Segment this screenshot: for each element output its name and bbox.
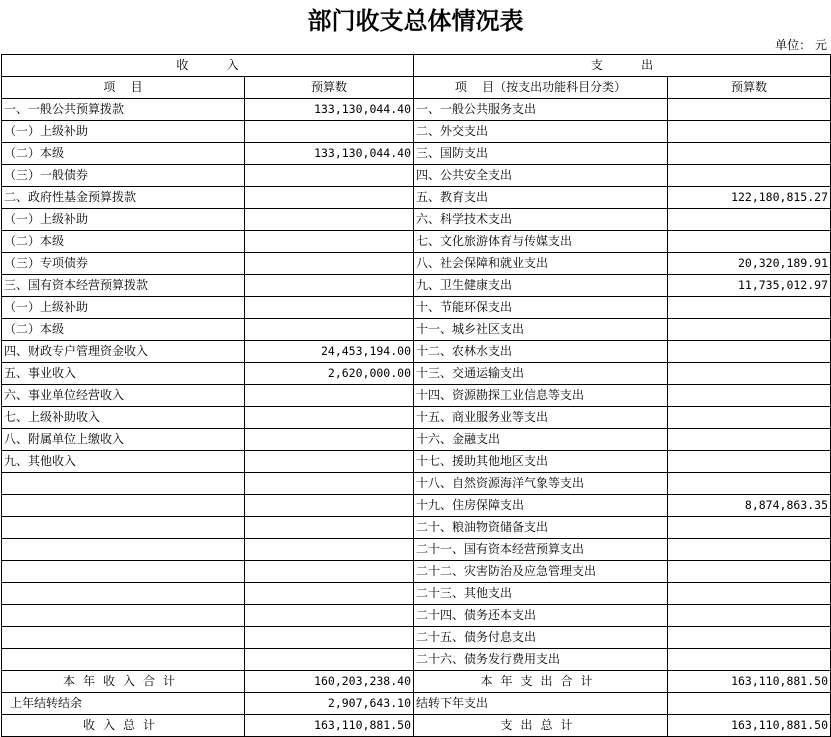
table-row: [2, 121, 831, 143]
carry-out-value: [668, 693, 831, 715]
income-item-cell: 三、国有资本经营预算拨款: [2, 275, 245, 297]
expense-item-cell: 十、节能环保支出: [414, 297, 668, 319]
expense-item-cell: 二十六、债务发行费用支出: [414, 649, 668, 671]
income-value-cell: 133,130,044.40: [245, 143, 414, 165]
income-item-header: 项 目: [2, 77, 245, 99]
expense-value-cell: [668, 121, 831, 143]
expense-item-cell: 二十二、灾害防治及应急管理支出: [414, 561, 668, 583]
income-item-cell: （二）本级: [2, 319, 245, 341]
expense-value-cell: [668, 649, 831, 671]
expense-value-cell: [668, 297, 831, 319]
page-title: 部门收支总体情况表: [307, 6, 524, 35]
expense-item-cell: 八、社会保障和就业支出: [414, 253, 668, 275]
year-income-total-label: 本年收入合计: [2, 671, 245, 693]
table-row: [2, 165, 831, 187]
income-item-cell: 二、政府性基金预算拨款: [2, 187, 245, 209]
expense-item-cell: 十四、资源勘探工业信息等支出: [414, 385, 668, 407]
income-item-cell: 五、事业收入: [2, 363, 245, 385]
expense-value-cell: [668, 429, 831, 451]
income-value-cell: [245, 253, 414, 275]
expense-item-cell: 二十四、债务还本支出: [414, 605, 668, 627]
expense-item-cell: 十一、城乡社区支出: [414, 319, 668, 341]
table-row: [2, 539, 831, 561]
income-value-cell: [245, 495, 414, 517]
income-item-cell: 八、附属单位上缴收入: [2, 429, 245, 451]
expense-value-cell: 8,874,863.35: [668, 495, 831, 517]
table-row: [2, 583, 831, 605]
expense-item-cell: 十七、援助其他地区支出: [414, 451, 668, 473]
expense-grand-total-value: 163,110,881.50: [668, 715, 831, 737]
income-value-cell: 2,620,000.00: [245, 363, 414, 385]
expense-item-cell: 二十、粮油物资储备支出: [414, 517, 668, 539]
expense-item-cell: 四、公共安全支出: [414, 165, 668, 187]
income-group-header: 收 入: [2, 55, 414, 77]
group-header-row: [2, 55, 831, 77]
income-item-cell: （二）本级: [2, 143, 245, 165]
expense-item-cell: 二十三、其他支出: [414, 583, 668, 605]
income-value-cell: [245, 583, 414, 605]
table-row: [2, 187, 831, 209]
budget-table: [1, 54, 831, 737]
table-row: [2, 99, 831, 121]
income-value-cell: [245, 407, 414, 429]
expense-value-cell: [668, 605, 831, 627]
income-value-cell: [245, 451, 414, 473]
expense-value-cell: [668, 407, 831, 429]
expense-value-cell: [668, 165, 831, 187]
income-value-cell: [245, 627, 414, 649]
carry-out-label: 结转下年支出: [414, 693, 668, 715]
expense-value-cell: [668, 517, 831, 539]
income-item-cell: [2, 517, 245, 539]
table-body: [2, 99, 831, 671]
expense-item-cell: 十三、交通运输支出: [414, 363, 668, 385]
expense-value-cell: 122,180,815.27: [668, 187, 831, 209]
expense-item-cell: 七、文化旅游体育与传媒支出: [414, 231, 668, 253]
expense-item-cell: 九、卫生健康支出: [414, 275, 668, 297]
expense-value-cell: [668, 451, 831, 473]
income-value-cell: [245, 165, 414, 187]
income-value-cell: 133,130,044.40: [245, 99, 414, 121]
income-item-cell: 七、上级补助收入: [2, 407, 245, 429]
carry-over-row: [2, 693, 831, 715]
income-value-cell: [245, 275, 414, 297]
income-value-cell: [245, 429, 414, 451]
expense-value-cell: [668, 209, 831, 231]
expense-item-cell: 十八、自然资源海洋气象等支出: [414, 473, 668, 495]
income-item-cell: （三）一般债券: [2, 165, 245, 187]
income-value-cell: [245, 605, 414, 627]
income-budget-header: 预算数: [245, 77, 414, 99]
expense-item-cell: 二十五、债务付息支出: [414, 627, 668, 649]
table-row: [2, 605, 831, 627]
expense-value-cell: [668, 561, 831, 583]
expense-item-cell: 六、科学技术支出: [414, 209, 668, 231]
income-item-cell: 六、事业单位经营收入: [2, 385, 245, 407]
table-row: [2, 429, 831, 451]
income-item-cell: （一）上级补助: [2, 209, 245, 231]
expense-value-cell: [668, 627, 831, 649]
table-row: [2, 407, 831, 429]
unit-label: 单位： 元: [775, 38, 827, 52]
expense-item-cell: 十六、金融支出: [414, 429, 668, 451]
income-item-cell: （三）专项债券: [2, 253, 245, 275]
income-item-cell: [2, 473, 245, 495]
income-item-cell: 四、财政专户管理资金收入: [2, 341, 245, 363]
income-value-cell: [245, 187, 414, 209]
income-item-cell: [2, 495, 245, 517]
table-row: [2, 649, 831, 671]
table-row: [2, 231, 831, 253]
table-row: [2, 473, 831, 495]
income-value-cell: [245, 473, 414, 495]
expense-value-cell: [668, 583, 831, 605]
expense-value-cell: [668, 143, 831, 165]
expense-grand-total-label: 支出总计: [414, 715, 668, 737]
income-value-cell: [245, 539, 414, 561]
income-item-cell: [2, 583, 245, 605]
income-value-cell: [245, 385, 414, 407]
expense-item-cell: 三、国防支出: [414, 143, 668, 165]
expense-item-header: 项 目（按支出功能科目分类）: [414, 77, 668, 99]
income-item-cell: （二）本级: [2, 231, 245, 253]
income-item-cell: [2, 649, 245, 671]
income-value-cell: [245, 649, 414, 671]
table-row: [2, 209, 831, 231]
income-value-cell: [245, 561, 414, 583]
expense-item-cell: 一、一般公共服务支出: [414, 99, 668, 121]
expense-value-cell: [668, 319, 831, 341]
table-row: [2, 143, 831, 165]
expense-item-cell: 十五、商业服务业等支出: [414, 407, 668, 429]
expense-item-cell: 二、外交支出: [414, 121, 668, 143]
table-row: [2, 319, 831, 341]
income-item-cell: 一、一般公共预算拨款: [2, 99, 245, 121]
expense-value-cell: [668, 99, 831, 121]
table-row: [2, 385, 831, 407]
expense-value-cell: 20,320,189.91: [668, 253, 831, 275]
expense-value-cell: [668, 539, 831, 561]
expense-item-cell: 五、教育支出: [414, 187, 668, 209]
table-row: [2, 561, 831, 583]
table-row: [2, 627, 831, 649]
table-row: [2, 451, 831, 473]
income-grand-total-label: 收入总计: [2, 715, 245, 737]
income-item-cell: [2, 561, 245, 583]
carry-in-label: 上年结转结余: [2, 693, 245, 715]
expense-budget-header: 预算数: [668, 77, 831, 99]
table-row: [2, 517, 831, 539]
expense-item-cell: 十二、农林水支出: [414, 341, 668, 363]
expense-value-cell: [668, 385, 831, 407]
income-item-cell: [2, 627, 245, 649]
income-value-cell: [245, 297, 414, 319]
expense-value-cell: [668, 363, 831, 385]
income-value-cell: [245, 231, 414, 253]
expense-value-cell: 11,735,012.97: [668, 275, 831, 297]
income-item-cell: [2, 539, 245, 561]
expense-value-cell: [668, 231, 831, 253]
year-expense-total-label: 本年支出合计: [414, 671, 668, 693]
column-header-row: [2, 77, 831, 99]
table-row: [2, 495, 831, 517]
carry-in-value: 2,907,643.10: [245, 693, 414, 715]
year-total-row: [2, 671, 831, 693]
income-item-cell: 九、其他收入: [2, 451, 245, 473]
expense-group-header: 支 出: [414, 55, 831, 77]
income-value-cell: 24,453,194.00: [245, 341, 414, 363]
table-row: [2, 341, 831, 363]
income-item-cell: （一）上级补助: [2, 121, 245, 143]
income-value-cell: [245, 209, 414, 231]
income-item-cell: （一）上级补助: [2, 297, 245, 319]
table-row: [2, 297, 831, 319]
income-value-cell: [245, 121, 414, 143]
year-expense-total-value: 163,110,881.50: [668, 671, 831, 693]
expense-value-cell: [668, 341, 831, 363]
grand-total-row: [2, 715, 831, 737]
income-item-cell: [2, 605, 245, 627]
expense-item-cell: 二十一、国有资本经营预算支出: [414, 539, 668, 561]
expense-value-cell: [668, 473, 831, 495]
income-grand-total-value: 163,110,881.50: [245, 715, 414, 737]
expense-item-cell: 十九、住房保障支出: [414, 495, 668, 517]
income-value-cell: [245, 319, 414, 341]
year-income-total-value: 160,203,238.40: [245, 671, 414, 693]
table-row: [2, 275, 831, 297]
table-row: [2, 363, 831, 385]
income-value-cell: [245, 517, 414, 539]
table-row: [2, 253, 831, 275]
